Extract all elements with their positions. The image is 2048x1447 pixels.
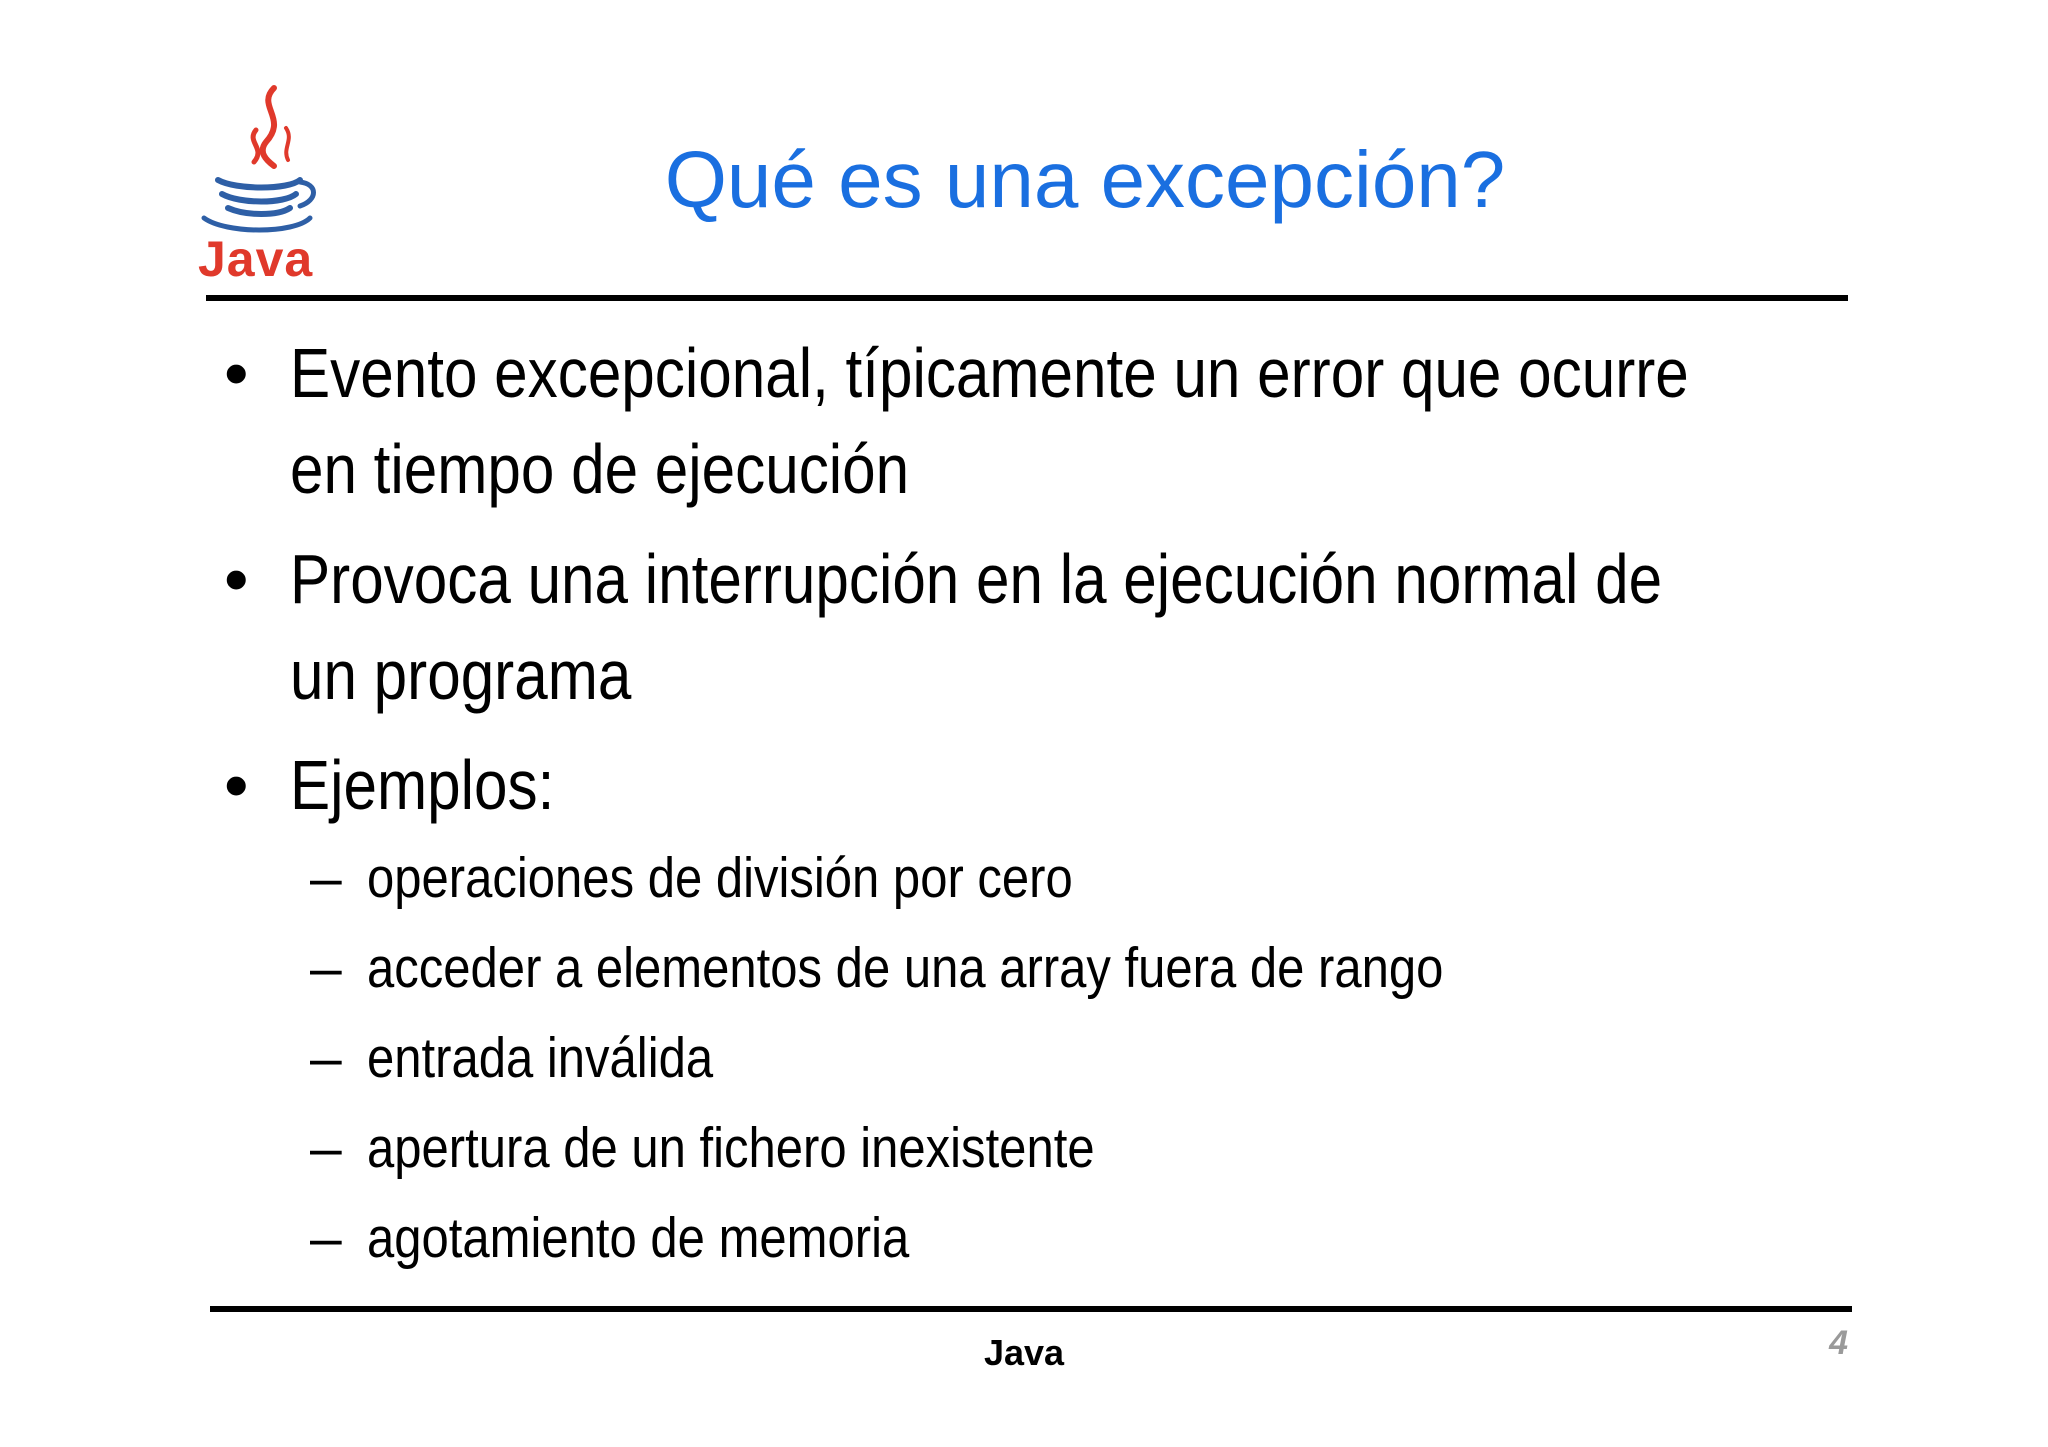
bullet-item (210, 531, 1830, 723)
bullet-marker: • (224, 540, 249, 618)
java-logo-text: Java (198, 231, 314, 287)
sub-marker: – (310, 846, 342, 910)
bullet-text-line: Ejemplos: (290, 746, 555, 824)
slide-title: Qué es una excepción? (664, 135, 1506, 224)
sub-marker: – (310, 1206, 342, 1270)
bullet-text-line: en tiempo de ejecución (290, 430, 910, 508)
example-item (210, 1013, 1830, 1103)
footer-label: Java (983, 1332, 1065, 1373)
sub-marker: – (310, 1026, 342, 1090)
bullet-marker: • (224, 746, 249, 824)
java-logo (196, 84, 328, 294)
example-text: entrada inválida (367, 1026, 714, 1090)
example-text: agotamiento de memoria (367, 1206, 910, 1270)
sub-marker: – (310, 936, 342, 1000)
sub-marker: – (310, 1116, 342, 1180)
example-text: apertura de un fichero inexistente (367, 1116, 1095, 1180)
bottom-divider (210, 1306, 1852, 1312)
bullet-text-line: Provoca una interrupción en la ejecución normal de (290, 540, 1663, 618)
example-item (210, 923, 1830, 1013)
slide-content (210, 325, 1830, 1283)
bullet-text-line: un programa (290, 636, 632, 714)
bullet-item (210, 325, 1830, 517)
example-text: operaciones de división por cero (367, 846, 1073, 910)
bullet-text-line: Evento excepcional, típicamente un error que ocurre (290, 334, 1689, 412)
bullet-marker: • (224, 334, 249, 412)
page-number: 4 (1829, 1324, 1848, 1362)
bullet-item (210, 737, 1830, 833)
example-item (210, 1103, 1830, 1193)
example-item (210, 833, 1830, 923)
example-item (210, 1193, 1830, 1283)
example-text: acceder a elementos de una array fuera de rango (367, 936, 1444, 1000)
top-divider (206, 295, 1848, 301)
